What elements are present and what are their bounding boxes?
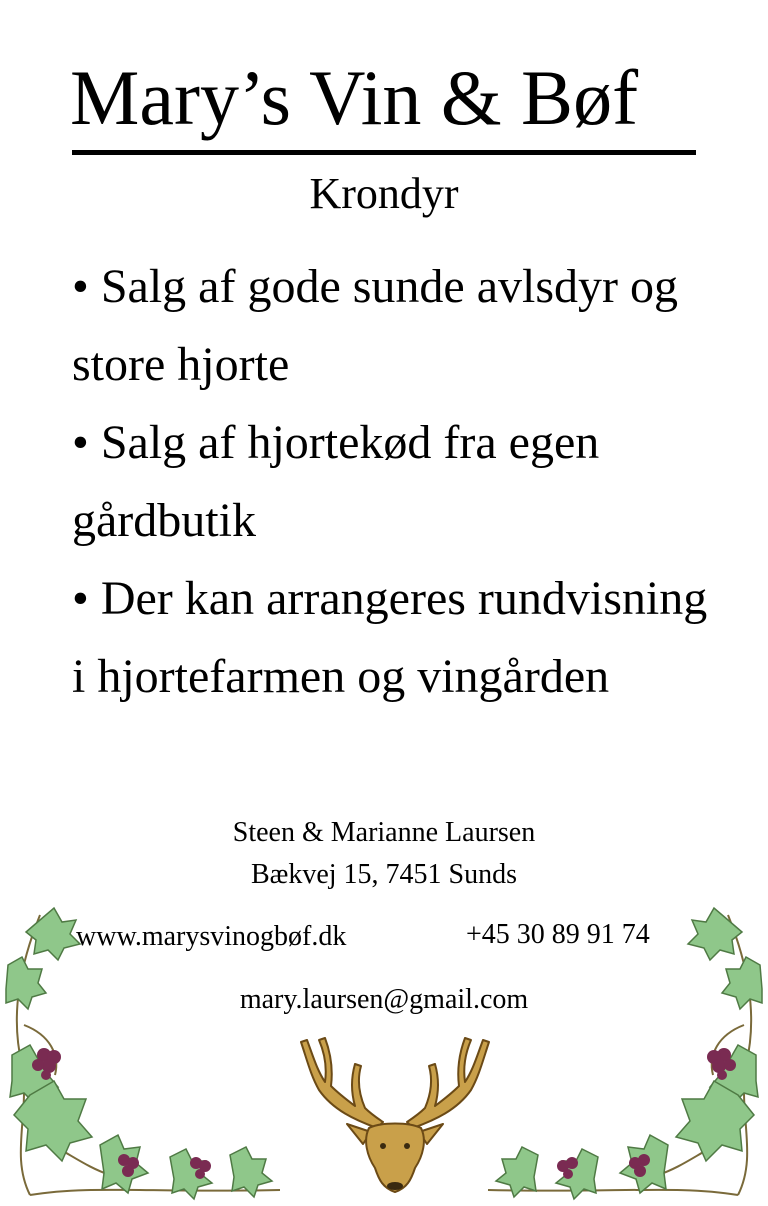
page-title: Mary’s Vin & Bøf [70,54,639,141]
bullet-list [72,248,732,716]
owner-names: Steen & Marianne Laursen [232,817,536,848]
email-link[interactable]: mary.laursen@gmail.com [239,984,529,1015]
title-rule [72,150,696,155]
phone-number: +45 30 89 91 74 [466,919,650,950]
bullet-item: • Der kan arrangeres rundvisning i hjortefarmen og vingården [72,560,732,716]
subtitle: Krondyr [309,169,459,218]
bullet-item: • Salg af hjortekød fra egen gårdbutik [72,404,732,560]
stag-head-icon [285,1028,505,1200]
bullet-item: • Salg af gode sunde avlsdyr og store hjorte [72,248,732,404]
grapevine-left-decoration [0,905,290,1206]
website-link[interactable]: www.marysvinogbøf.dk [76,921,347,952]
address: Bækvej 15, 7451 Sunds [250,859,518,890]
grapevine-right-decoration [478,905,768,1206]
